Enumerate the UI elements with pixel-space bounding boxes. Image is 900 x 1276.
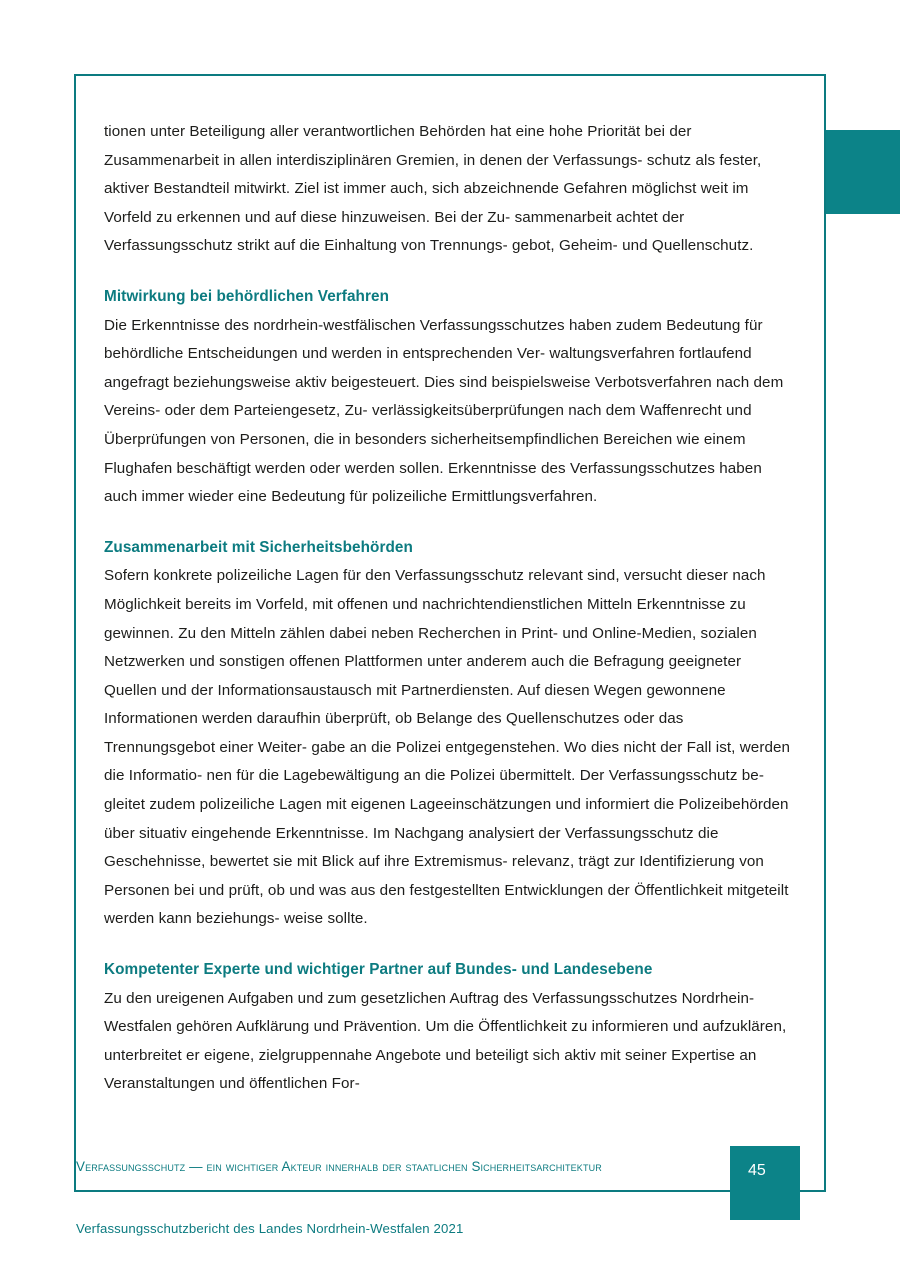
page-content [104, 118, 794, 1099]
section-paragraph-2: Sofern konkrete polizeiliche Lagen für den Verfassungsschutz relevant sind, versucht dieser nach Möglichkeit bereits im Vorfeld, mit offenen und nachrichtendienstlichen Mitteln Erkenntnisse zu gewinnen. Zu den Mitteln zählen dabei neben Recherchen in Print- und Online-Medien, sozialen Netzwerken und sonstigen offenen Plattformen unter anderem auch die Befragung geeigneter Quellen und der Informationsaustausch mit Partnerdiensten. Auf diesen Wegen gewonnene Informationen werden daraufhin überprüft, ob Belange des Quellenschutzes oder das Trennungsgebot einer Weiter- gabe an die Polizei entgegenstehen. Wo dies nicht der Fall ist, werden die Informatio- nen für die Lagebewältigung an die Polizei übermittelt. Der Verfassungsschutz be- gleitet zudem polizeiliche Lagen mit eigenen Lageeinschätzungen und informiert die Polizeibehörden über situativ eingehende Erkenntnisse. Im Nachgang analysiert der Verfassungsschutz die Geschehnisse, bewertet sie mit Blick auf ihre Extremismus- relevanz, trägt zur Identifizierung von Personen bei und prüft, ob und was aus den festgestellten Entwicklungen der Öffentlichkeit mitgeteilt werden kann beziehungs- weise sollte. [104, 567, 791, 928]
footer-caption: Verfassungsschutzbericht des Landes Nordrhein-Westfalen 2021 [76, 1221, 464, 1236]
section-heading-3: Kompetenter Experte und wichtiger Partner auf Bundes- und Landesebene [104, 961, 653, 979]
section-heading-1: Mitwirkung bei behördlichen Verfahren [104, 287, 390, 305]
edge-marker-tab [826, 130, 900, 214]
page-number: 45 [748, 1162, 766, 1179]
paragraph-spacer [104, 512, 794, 534]
paragraph-spacer [104, 261, 794, 283]
paragraph-spacer [104, 934, 794, 956]
section-paragraph-3: Zu den ureigenen Aufgaben und zum gesetzlichen Auftrag des Verfassungsschutzes Nordrhein-Westfalen gehören Aufklärung und Prävention. Um die Öffentlichkeit zu informieren und aufzuklären, unterbreitet er eigene, zielgruppennahe Angebote und beteiligt sich aktiv mit seiner Expertise an Veranstaltungen und öffentlichen For- [104, 989, 787, 1093]
paragraph-continued: tionen unter Beteiligung aller verantwortlichen Behörden hat eine hohe Priorität bei der Zusammenarbeit in allen interdisziplinären Gremien, in denen der Verfassungs- schutz als fester, aktiver Bestandteil mitwirkt. Ziel ist immer auch, sich abzeichnende Gefahren möglichst weit im Vorfeld zu erkennen und auf diese hinzuweisen. Bei der Zu- sammenarbeit achtet der Verfassungsschutz strikt auf die Einhaltung von Trennungs- gebot, Geheim- und Quellenschutz. [104, 123, 762, 255]
section-heading-2: Zusammenarbeit mit Sicherheitsbehörden [104, 538, 413, 556]
section-paragraph-1: Die Erkenntnisse des nordrhein-westfälischen Verfassungsschutzes haben zudem Bedeutung für behördliche Entscheidungen und werden in entsprechenden Ver- waltungsverfahren fortlaufend angefragt beziehungsweise aktiv beigesteuert. Dies sind beispielsweise Verbotsverfahren nach dem Vereins- oder dem Parteiengesetz, Zu- verlässigkeitsüberprüfungen nach dem Waffenrecht und Überprüfungen von Personen, die in besonders sicherheitsempfindlichen Bereichen wie einem Flughafen beschäftigt werden oder werden sollen. Erkenntnisse des Verfassungsschutzes haben auch immer wieder eine Bedeutung für polizeiliche Ermittlungsverfahren. [104, 316, 784, 506]
running-header-text: Verfassungsschutz — ein wichtiger Akteur innerhalb der staatlichen Sicherheitsarchitektur [76, 1159, 602, 1174]
page-number-badge [730, 1146, 800, 1220]
